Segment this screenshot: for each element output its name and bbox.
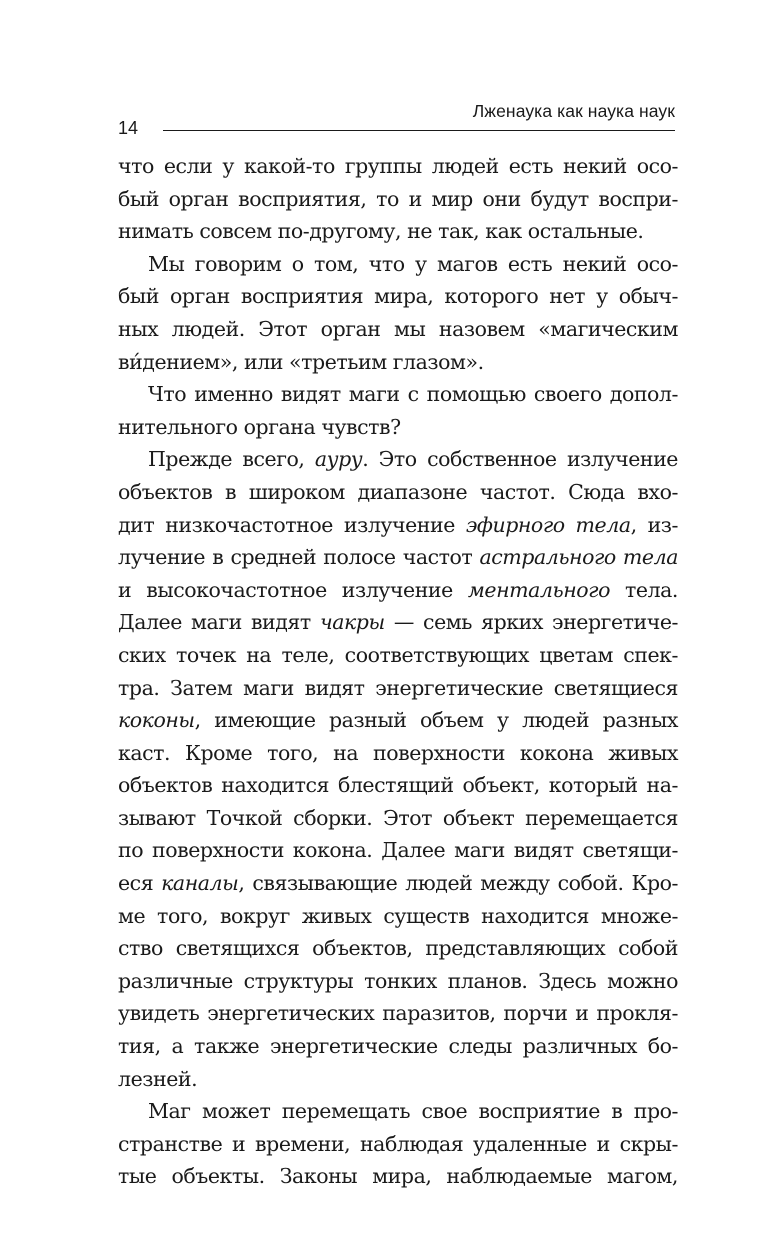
text-line: [118, 541, 678, 574]
text-run: лучение в средней полосе частот: [118, 545, 480, 570]
text-line: ви́дением», или «третьим глазом».: [118, 349, 484, 374]
text-run: Прежде всего,: [148, 447, 315, 472]
text-line: ме того, вокруг живых существ находится множе-: [118, 903, 678, 928]
paragraph-start-line: [118, 443, 678, 476]
header-rule: [163, 130, 675, 131]
text-line: тия, а также энергетические следы различных бо-: [118, 1034, 678, 1059]
text-line: [118, 509, 678, 542]
body-text: [118, 150, 678, 1193]
text-line: ских точек на теле, соответствующих цветам спек-: [118, 642, 678, 667]
text-line: бый орган восприятия мира, которого нет у обыч-: [118, 284, 678, 309]
italic-term: ментального: [467, 577, 610, 602]
italic-term: ауру: [314, 447, 363, 472]
text-line: [118, 704, 678, 737]
italic-term: коконы: [118, 708, 195, 733]
text-line: тра. Затем маги видят энергетические светящиеся: [118, 675, 678, 700]
italic-term: чакры: [319, 610, 385, 635]
italic-term: астрального тела: [479, 545, 678, 570]
text-line: увидеть энергетических паразитов, порчи и прокля-: [118, 1001, 678, 1026]
text-line: зывают Точкой сборки. Этот объект перемещается: [118, 805, 678, 830]
text-line: ных людей. Этот орган мы назовем «магическим: [118, 316, 678, 341]
text-line: каст. Кроме того, на поверхности кокона живых: [118, 740, 678, 765]
text-line: объектов находится блестящий объект, который на-: [118, 773, 678, 798]
text-line: странстве и времени, наблюдая удаленные и скры-: [118, 1131, 678, 1156]
page-number: 14: [118, 118, 139, 138]
paragraph-start-line: Мы говорим о том, что у магов есть некий осо-: [148, 251, 678, 276]
paragraph-start-line: Маг может перемещать свое восприятие в про-: [148, 1099, 678, 1124]
text-line: нительного органа чувств?: [118, 414, 401, 439]
text-line: по поверхности кокона. Далее маги видят светящи-: [118, 838, 678, 863]
text-run: , из-: [630, 512, 678, 537]
paragraph-start-line: Что именно видят маги с помощью своего допол-: [148, 382, 678, 407]
text-run: — семь ярких энергетиче-: [384, 610, 678, 635]
text-line: объектов в широком диапазоне частот. Сюда вхо-: [118, 479, 678, 504]
text-run: . Это собственное излучение: [362, 447, 678, 472]
text-run: еся: [118, 871, 162, 896]
running-title: Лженаука как наука наук: [472, 101, 675, 121]
text-line: ство светящихся объектов, представляющих собой: [118, 936, 678, 961]
text-line: бый орган восприятия, то и мир они будут воспри-: [118, 186, 678, 211]
italic-term: каналы: [161, 871, 239, 896]
text-line: [118, 867, 678, 900]
text-run: тела.: [609, 577, 678, 602]
text-line: нимать совсем по-другому, не так, как остальные.: [118, 219, 644, 244]
text-run: дит низкочастотное излучение: [118, 512, 466, 537]
text-line: что если у какой-то группы людей есть некий осо-: [118, 154, 678, 178]
text-run: и высокочастотное излучение: [118, 577, 468, 602]
text-run: , связывающие людей между собой. Кро-: [238, 871, 678, 896]
text-run: , имеющие разный объем у людей разных: [194, 708, 678, 733]
text-line: тые объекты. Законы мира, наблюдаемые магом,: [118, 1164, 678, 1189]
text-line: лезней.: [118, 1066, 198, 1091]
text-line: различные структуры тонких планов. Здесь можно: [118, 968, 678, 993]
text-line: [118, 606, 678, 639]
italic-term: эфирного тела: [465, 512, 631, 537]
text-run: Далее маги видят: [118, 610, 320, 635]
text-line: [118, 574, 678, 607]
